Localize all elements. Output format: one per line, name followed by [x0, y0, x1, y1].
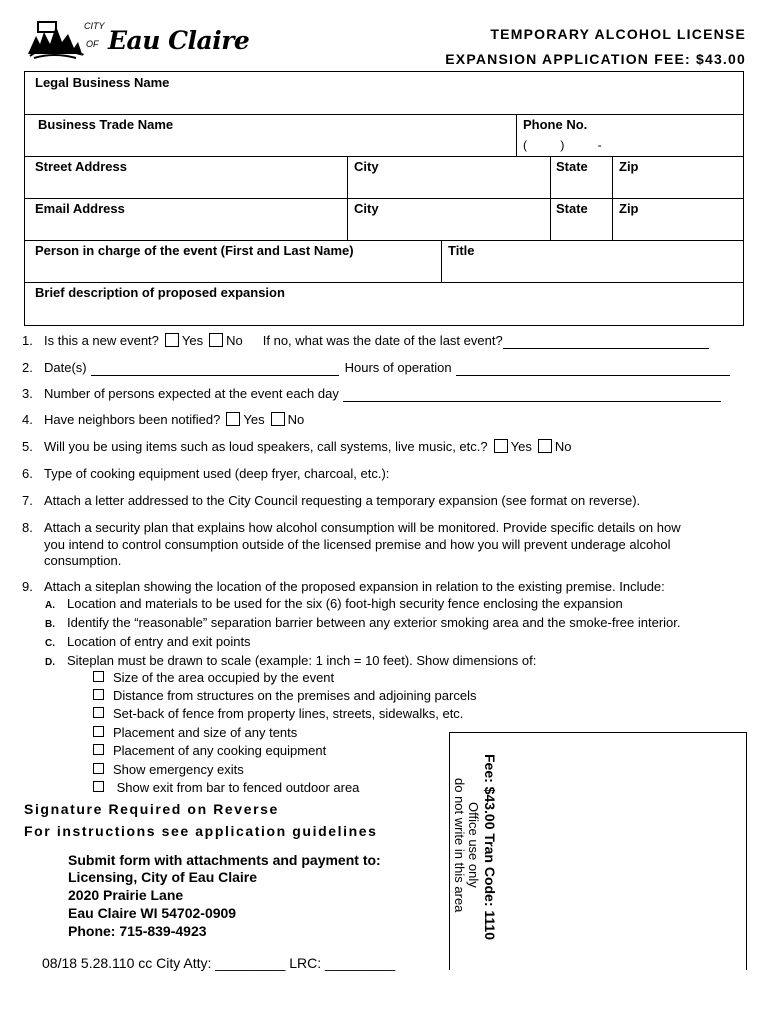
yes-label: Yes — [181, 333, 204, 348]
divider — [347, 156, 348, 240]
question-number: 6. — [22, 466, 33, 481]
phone-field[interactable]: Phone No. — [523, 117, 588, 132]
person-in-charge-field[interactable]: Person in charge of the event (First and Last Name) — [35, 243, 354, 258]
question-number: 7. — [22, 493, 33, 508]
bullet-text: Placement of any cooking equipment — [113, 743, 327, 758]
phone-format: ( ) - — [523, 138, 602, 152]
logo-of-text: OF — [86, 39, 99, 49]
sub-text: Identify the “reasonable” separation barrier between any exterior smoking area and the smoke-free interior. — [67, 615, 681, 630]
bullet-text: Show exit from bar to fenced outdoor area — [113, 780, 360, 795]
divider — [24, 114, 744, 115]
city-field[interactable]: City — [354, 159, 379, 174]
question-7 — [22, 493, 640, 509]
submit-line3: 2020 Prairie Lane — [68, 887, 184, 903]
question-number: 1. — [22, 333, 33, 348]
question-number: 9. — [22, 579, 33, 594]
email-state-field[interactable]: State — [556, 201, 588, 216]
yes-label: Yes — [510, 439, 532, 454]
question-text: Will you be using items such as loud speakers, call systems, live music, etc.? — [44, 439, 488, 454]
signature-note: Signature Required on Reverse — [24, 801, 279, 817]
question-number: 2. — [22, 360, 33, 375]
q4-no-checkbox[interactable] — [271, 412, 285, 426]
q9-bullet — [93, 706, 463, 722]
submit-line5: Phone: 715-839-4923 — [68, 923, 207, 939]
divider — [24, 282, 744, 283]
footer-text: 08/18 5.28.110 cc City Atty: _________ LRC: _________ — [42, 955, 396, 971]
logo-city-text: CITY — [84, 21, 105, 31]
divider — [24, 240, 744, 241]
dates-input[interactable] — [91, 363, 339, 376]
divider — [24, 156, 744, 157]
question-8-line2: you intend to control consumption outside of the licensed premise and how you will prevent underage alcohol — [44, 537, 671, 552]
office-use-box — [449, 732, 748, 970]
checkbox-bullet-icon — [93, 689, 104, 700]
zip-field[interactable]: Zip — [619, 159, 639, 174]
street-address-field[interactable]: Street Address — [35, 159, 127, 174]
checkbox-bullet-icon — [93, 744, 104, 755]
submit-line4: Eau Claire WI 54702-0909 — [68, 905, 237, 921]
q9-sub-item — [45, 653, 536, 671]
submit-line1: Submit form with attachments and payment to: — [68, 852, 381, 868]
sub-text: Location and materials to be used for the six (6) foot-high security fence enclosing the expansion — [67, 596, 623, 611]
title-field[interactable]: Title — [448, 243, 475, 258]
followup-text: If no, what was the date of the last event? — [262, 333, 503, 348]
no-label: No — [287, 412, 305, 427]
divider — [612, 156, 613, 240]
q9-bullet — [93, 743, 326, 759]
sub-letter: B. — [45, 619, 55, 630]
bullet-text: Set-back of fence from property lines, streets, sidewalks, etc. — [113, 706, 464, 721]
q1-no-checkbox[interactable] — [209, 333, 223, 347]
sub-letter: C. — [45, 638, 55, 649]
question-text: Attach a siteplan showing the location of the proposed expansion in relation to the existing premise. Include: — [44, 579, 665, 594]
sub-letter: D. — [45, 657, 55, 668]
city-logo — [26, 14, 266, 60]
question-number: 4. — [22, 412, 33, 427]
page-title-line1: TEMPORARY ALCOHOL LICENSE — [490, 26, 746, 42]
yes-label: Yes — [243, 412, 265, 427]
city-skyline-icon — [26, 14, 84, 60]
bullet-text: Distance from structures on the premises and adjoining parcels — [113, 688, 477, 703]
sub-letter: A. — [45, 600, 55, 611]
question-text: Type of cooking equipment used (deep fryer, charcoal, etc.): — [44, 466, 390, 481]
question-text: Have neighbors been notified? — [44, 412, 221, 427]
q5-no-checkbox[interactable] — [538, 439, 552, 453]
hours-label: Hours of operation — [344, 360, 452, 375]
divider — [441, 240, 442, 282]
checkbox-bullet-icon — [93, 763, 104, 774]
question-8 — [22, 520, 681, 536]
do-not-write: do not write in this area — [452, 778, 467, 913]
question-8-line3: consumption. — [44, 553, 122, 568]
sub-text: Siteplan must be drawn to scale (example: 1 inch = 10 feet). Show dimensions of: — [67, 653, 537, 668]
email-city-field[interactable]: City — [354, 201, 379, 216]
q9-bullet — [93, 725, 297, 741]
q9-bullet — [93, 670, 334, 686]
question-number: 3. — [22, 386, 33, 401]
bullet-text: Show emergency exits — [113, 762, 244, 777]
q5-yes-checkbox[interactable] — [494, 439, 508, 453]
state-field[interactable]: State — [556, 159, 588, 174]
q9-sub-item — [45, 615, 681, 633]
question-text: Attach a security plan that explains how alcohol consumption will be monitored. Provide specific details on how — [44, 520, 681, 535]
divider — [516, 114, 517, 156]
page-title-line2: EXPANSION APPLICATION FEE: $43.00 — [445, 51, 746, 67]
instructions-note: For instructions see application guidelines — [24, 823, 378, 839]
question-6 — [22, 466, 389, 482]
q9-bullet — [93, 688, 476, 704]
question-text: Attach a letter addressed to the City Council requesting a temporary expansion (see format on reverse). — [44, 493, 641, 508]
bullet-text: Size of the area occupied by the event — [113, 670, 335, 685]
q9-sub-item — [45, 596, 623, 614]
no-label: No — [554, 439, 572, 454]
submit-line2: Licensing, City of Eau Claire — [68, 869, 258, 885]
question-2 — [22, 360, 730, 376]
question-3 — [22, 386, 721, 402]
q9-bullet — [93, 762, 244, 778]
office-use-only: Office use only — [466, 802, 481, 888]
question-number: 8. — [22, 520, 33, 535]
email-zip-field[interactable]: Zip — [619, 201, 639, 216]
checkbox-bullet-icon — [93, 726, 104, 737]
checkbox-bullet-icon — [93, 707, 104, 718]
question-4 — [22, 412, 304, 428]
email-address-field[interactable]: Email Address — [35, 201, 125, 216]
hours-input[interactable] — [456, 363, 730, 376]
business-trade-name-field[interactable]: Business Trade Name — [38, 117, 174, 132]
question-text: Number of persons expected at the event each day — [44, 386, 339, 401]
divider — [550, 156, 551, 240]
checkbox-bullet-icon — [93, 781, 104, 792]
bullet-text: Placement and size of any tents — [113, 725, 298, 740]
question-5 — [22, 439, 571, 455]
question-text: Date(s) — [44, 360, 87, 375]
brief-description-field[interactable]: Brief description of proposed expansion — [35, 285, 285, 300]
divider — [24, 198, 744, 199]
logo-name: Eau Claire — [108, 26, 250, 55]
q9-bullet — [93, 780, 359, 796]
checkbox-bullet-icon — [93, 671, 104, 682]
sub-text: Location of entry and exit points — [67, 634, 251, 649]
legal-business-name-field[interactable]: Legal Business Name — [35, 75, 170, 90]
q9-sub-item — [45, 634, 251, 652]
no-label: No — [226, 333, 243, 348]
fee-tran-code: Fee: $43.00 Tran Code: 1110 — [482, 754, 498, 940]
question-1 — [22, 333, 709, 349]
question-number: 5. — [22, 439, 33, 454]
last-event-date-input[interactable] — [503, 336, 709, 349]
persons-expected-input[interactable] — [343, 389, 721, 402]
q4-yes-checkbox[interactable] — [226, 412, 240, 426]
q1-yes-checkbox[interactable] — [165, 333, 179, 347]
question-text: Is this a new event? — [44, 333, 159, 348]
question-9 — [22, 579, 665, 595]
